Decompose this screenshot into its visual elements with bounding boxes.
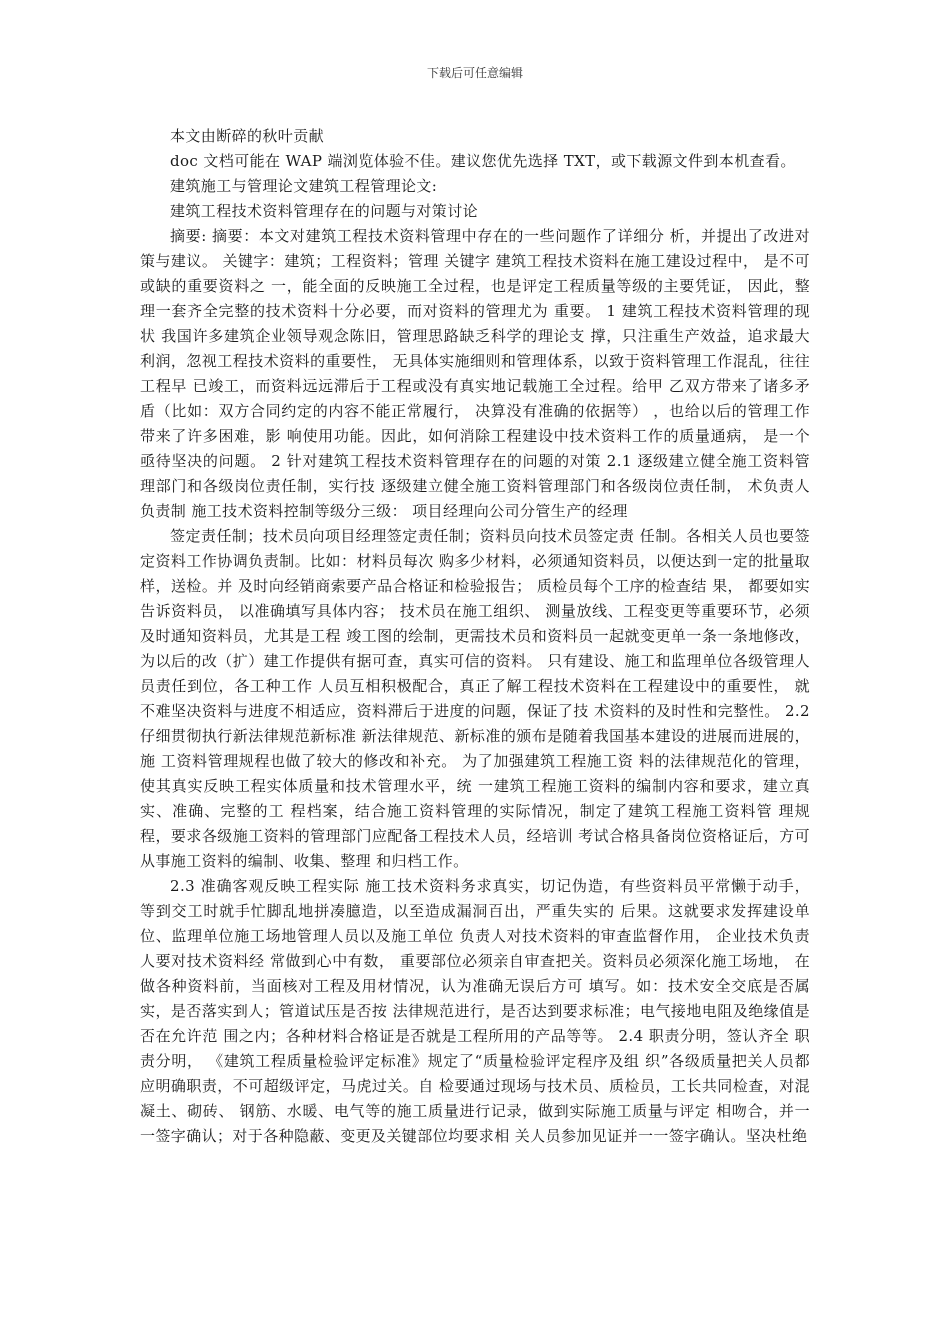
paragraph-contributor: 本文由断碎的秋叶贡献	[170, 127, 325, 145]
document-body	[140, 124, 810, 1149]
paragraph-responsibility: 签定责任制；技术员向项目经理签定责任制；资料员向技术员签定责 任制。各相关人员也要签定资料工作协调负责制。比如：材料员每次 购多少材料，必须通知资料员，以便达到一定的批量取样，送检。并 及时向经销商索要产品合格证和检验报告； 质检员每个工序的检查结 果， 都要如实告诉资料员， 以准确填写具体内容； 技术员在施工组织、 测量放线、工程变更等重要环节，必须及时通知资料员，尤其是工程 竣工图的绘制，更需技术员和资料员一起就变更单一条一条地修改， 为以后的改（扩）建工作提供有据可查，真实可信的资料。 只有建设、施工和监理单位各级管理人员责任到位，各工种工作 人员互相积极配合，真正了解工程技术资料在工程建设中的重要性， 就不难坚决资料与进度不相适应，资料滞后于进度的问题，保证了技 术资料的及时性和完整性。 2.2 仔细贯彻执行新法律规范新标准 新法律规范、新标准的颁布是随着我国基本建设的进展而进展的，施 工资料管理规程也做了较大的修改和补充。 为了加强建筑工程施工资 料的法律规范化的管理，使其真实反映工程实体质量和技术管理水平，统 一建筑工程施工资料的编制内容和要求，建立真实、准确、完整的工 程档案，结合施工资料管理的实际情况，制定了建筑工程施工资料管 理规程，要求各级施工资料的管理部门应配备工程技术人员，经培训 考试合格具备岗位资格证后，方可从事施工资料的编制、收集、整理 和归档工作。	[140, 527, 810, 870]
paragraph-category: 建筑施工与管理论文建筑工程管理论文:	[170, 177, 438, 195]
paragraph-abstract: 摘要: 摘要：本文对建筑工程技术资料管理中存在的一些问题作了详细分 析，并提出了改进对策与建议。 关键字：建筑；工程资料；管理 关键字 建筑工程技术资料在施工建设过程中， 是不可或缺的重要资料之 一，能全面的反映施工全过程，也是评定工程质量等级的主要凭证， 因此，整理一套齐全完整的技术资料十分必要，而对资料的管理尤为 重要。 1 建筑工程技术资料管理的现状 我国许多建筑企业领导观念陈旧，管理思路缺乏科学的理论支 撑，只注重生产效益，追求最大利润，忽视工程技术资料的重要性， 无具体实施细则和管理体系，以致于资料管理工作混乱，往往工程早 已竣工，而资料远远滞后于工程或没有真实地记载施工全过程。给甲 乙双方带来了诸多矛盾（比如：双方合同约定的内容不能正常履行， 决算没有准确的依据等） ，也给以后的管理工作带来了许多困难，影 响使用功能。因此，如何消除工程建设中技术资料工作的质量通病， 是一个亟待坚决的问题。 2 针对建筑工程技术资料管理存在的问题的对策 2.1 逐级建立健全施工资料管理部门和各级岗位责任制，实行技 逐级建立健全施工资料管理部门和各级岗位责任制， 术负责人负责制 施工技术资料控制等级分三级： 项目经理向公司分管生产的经理	[140, 227, 810, 520]
paragraph-title: 建筑工程技术资料管理存在的问题与对策讨论	[170, 202, 479, 220]
paragraph-accuracy: 2.3 准确客观反映工程实际 施工技术资料务求真实，切记伪造，有些资料员平常懒于动手， 等到交工时就手忙脚乱地拼凑臆造，以至造成漏洞百出，严重失实的 后果。这就要求发挥建设单位、监理单位施工场地管理人员以及施工单位 负责人对技术资料的审查监督作用， 企业技术负责人要对技术资料经 常做到心中有数， 重要部位必须亲自审查把关。资料员必须深化施工场地， 在做各种资料前，当面核对工程及用材情况，认为准确无误后方可 填写。如：技术安全交底是否属实，是否落实到人；管道试压是否按 法律规范进行，是否达到要求标准；电气接地电阻及绝缘值是否在允许范 围之内；各种材料合格证是否就是工程所用的产品等等。 2.4 职责分明，签认齐全 职责分明， 《建筑工程质量检验评定标准》规定了“质量检验评定程序及组 织”各级质量把关人员都应明确职责，不可超级评定，马虎过关。自 检要通过现场与技术员、质检员，工长共同检查，对混凝土、砌砖、 钢筋、水暖、电气等的施工质量进行记录，做到实际施工质量与评定 相吻合，并一一签字确认；对于各种隐蔽、变更及关键部位均要求相 关人员参加见证并一一签字确认。坚决杜绝	[140, 877, 810, 1145]
paragraph-doc-notice: doc 文档可能在 WAP 端浏览体验不佳。建议您优先选择 TXT，或下载源文件到本机查看。	[170, 152, 796, 170]
page-header: 下载后可任意编辑	[426, 66, 523, 80]
